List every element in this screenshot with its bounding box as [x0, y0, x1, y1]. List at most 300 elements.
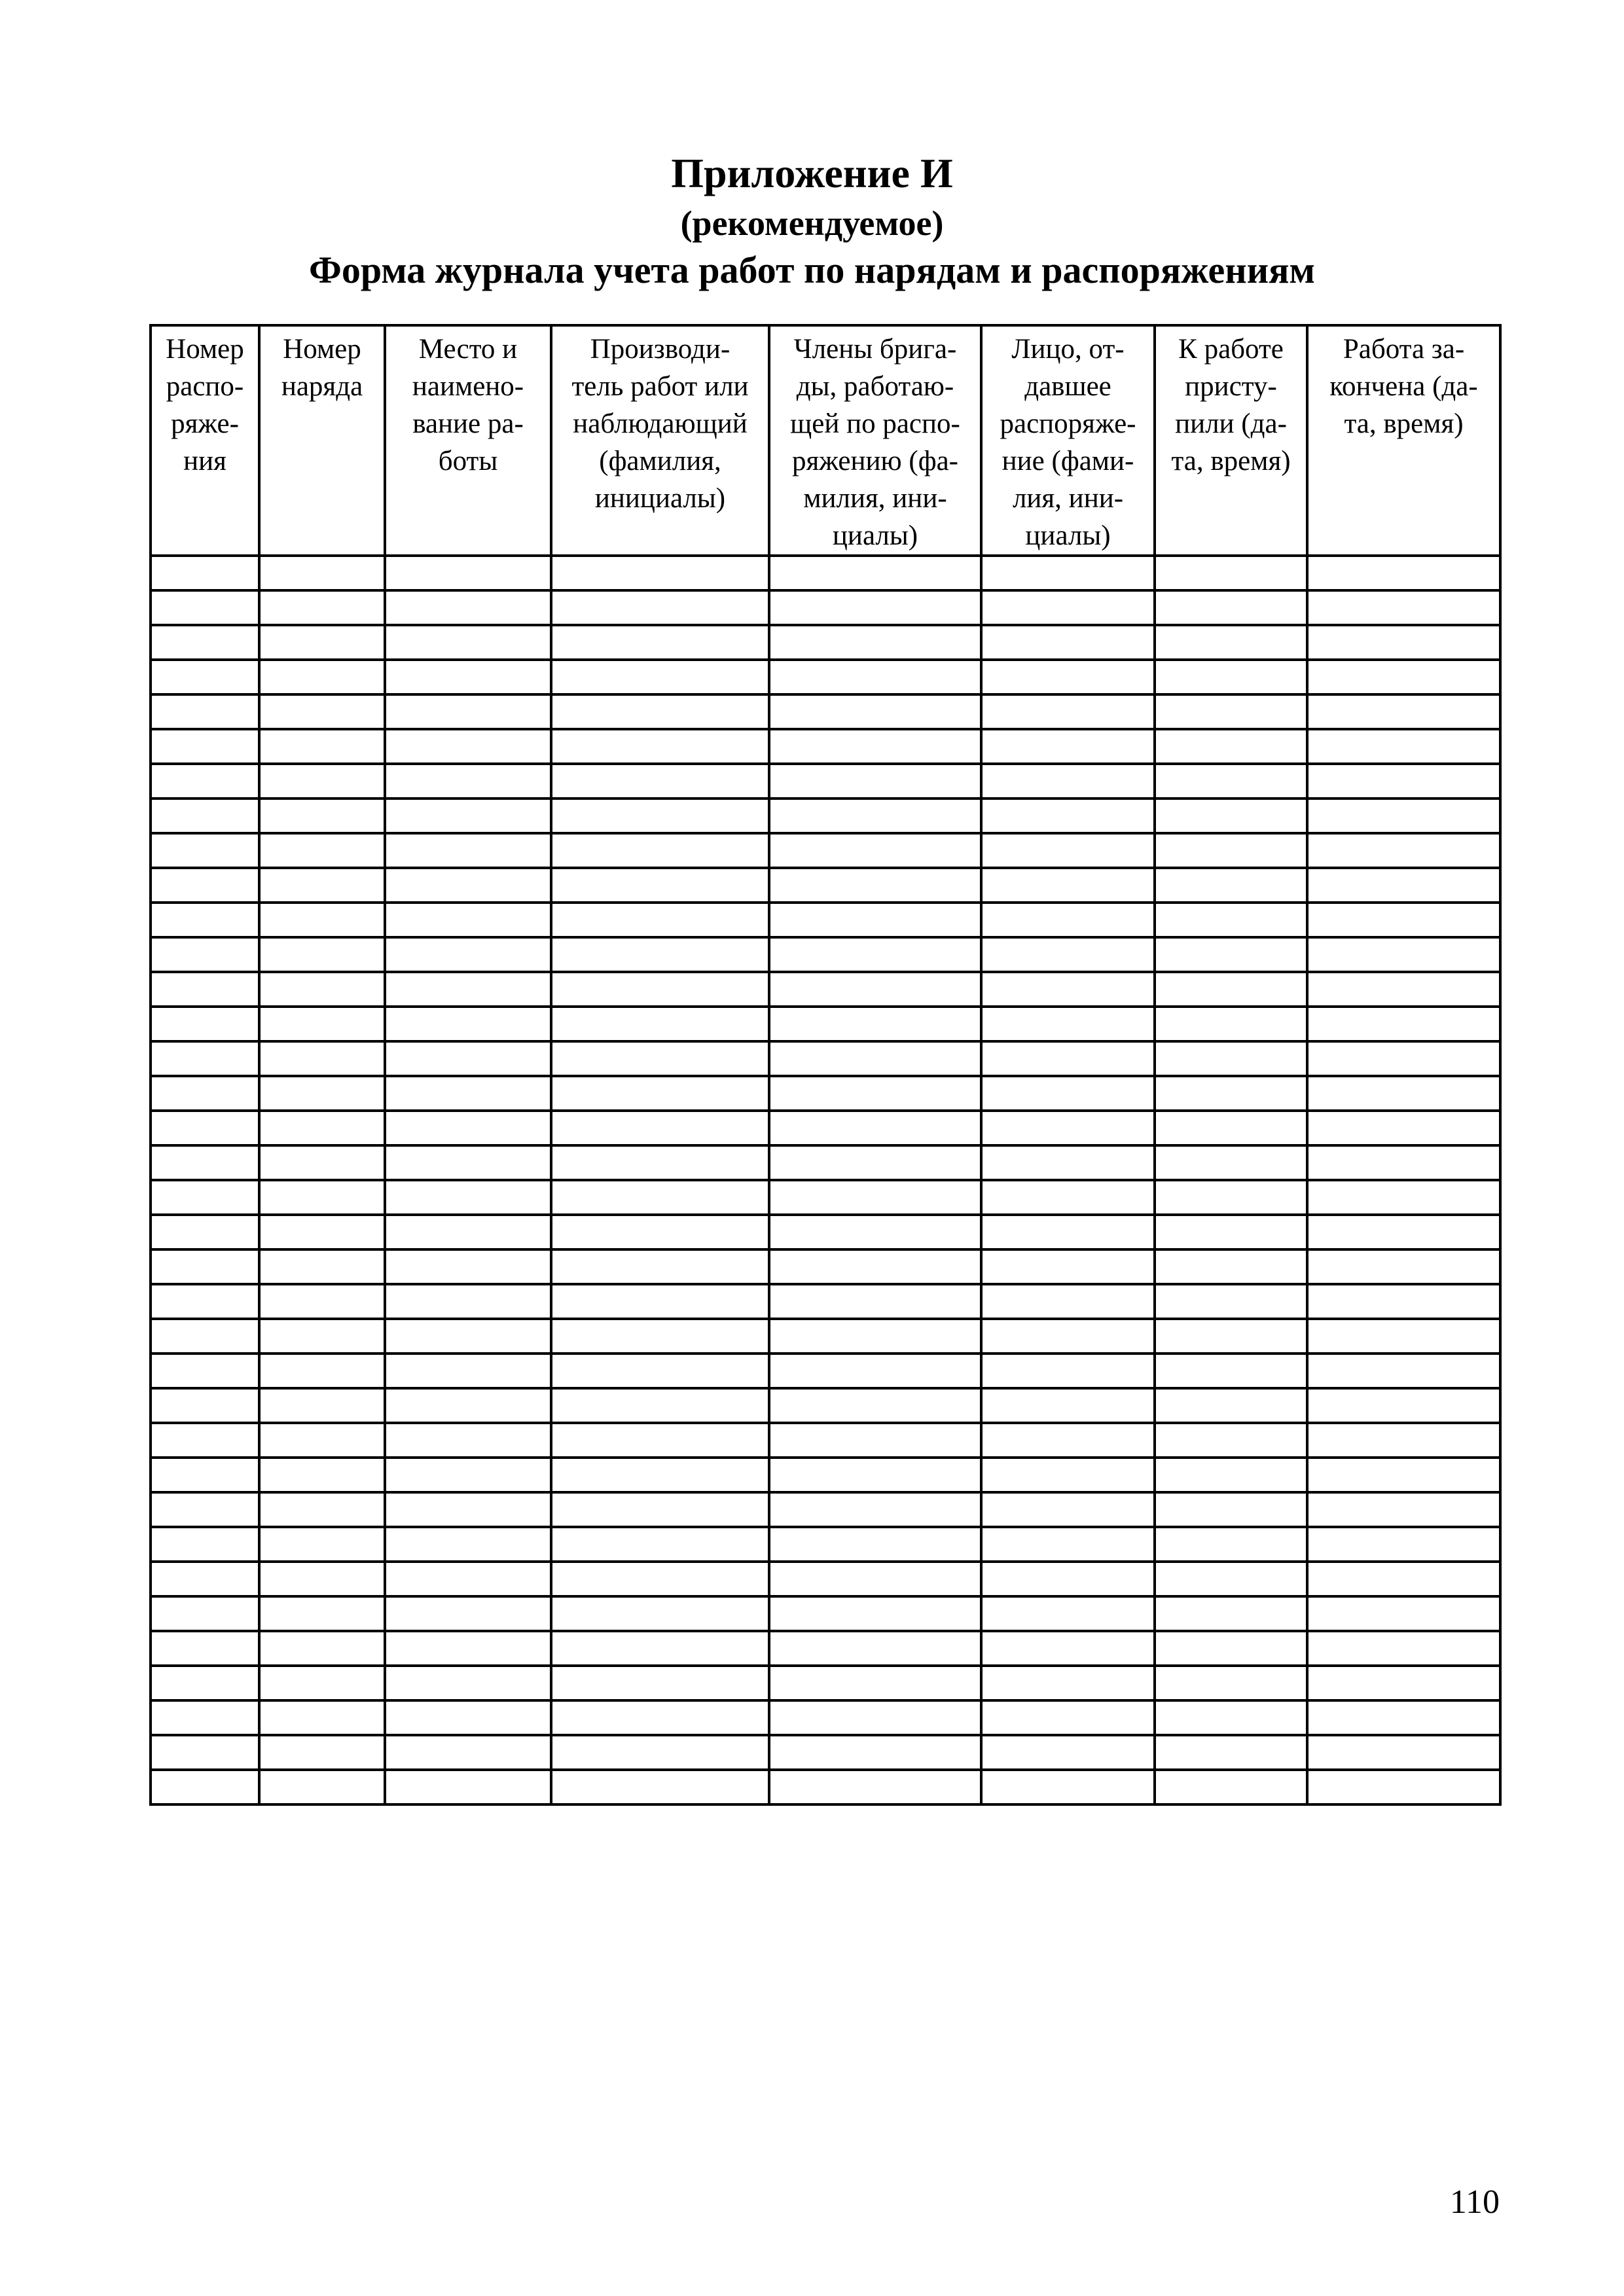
table-row	[151, 590, 1500, 625]
table-cell	[551, 625, 769, 660]
column-header-permit-number: Номер наряда	[259, 325, 385, 556]
table-cell	[385, 1770, 551, 1804]
table-cell	[1155, 1492, 1307, 1527]
table-cell	[385, 1527, 551, 1562]
table-cell	[1155, 1631, 1307, 1666]
table-row	[151, 764, 1500, 798]
table-cell	[1155, 1215, 1307, 1249]
table-cell	[769, 1354, 981, 1388]
table-cell	[151, 1215, 259, 1249]
table-cell	[769, 625, 981, 660]
table-cell	[769, 1041, 981, 1076]
table-cell	[151, 1354, 259, 1388]
table-cell	[1307, 556, 1500, 590]
table-cell	[981, 694, 1155, 729]
table-cell	[1307, 1076, 1500, 1111]
table-cell	[1307, 625, 1500, 660]
table-cell	[385, 937, 551, 972]
table-cell	[151, 1596, 259, 1631]
table-cell	[259, 729, 385, 764]
table-row	[151, 625, 1500, 660]
table-cell	[151, 1492, 259, 1527]
table-row	[151, 1215, 1500, 1249]
table-cell	[1155, 798, 1307, 833]
table-cell	[259, 1527, 385, 1562]
column-header-work-supervisor: Производи- тель работ или наблюдающий (фамилия, инициалы)	[551, 325, 769, 556]
table-cell	[151, 1388, 259, 1423]
table-cell	[551, 1458, 769, 1492]
table-cell	[151, 1735, 259, 1770]
table-cell	[259, 1770, 385, 1804]
table-cell	[151, 660, 259, 694]
table-cell	[151, 1458, 259, 1492]
table-cell	[981, 1562, 1155, 1596]
table-cell	[151, 1180, 259, 1215]
table-cell	[1155, 903, 1307, 937]
table-cell	[385, 1596, 551, 1631]
table-cell	[769, 1007, 981, 1041]
table-cell	[769, 868, 981, 903]
table-cell	[1155, 1527, 1307, 1562]
table-cell	[981, 1492, 1155, 1527]
table-cell	[551, 1215, 769, 1249]
table-cell	[769, 1284, 981, 1319]
table-cell	[551, 1249, 769, 1284]
table-cell	[1155, 694, 1307, 729]
table-cell	[981, 625, 1155, 660]
table-row	[151, 1249, 1500, 1284]
table-row	[151, 1007, 1500, 1041]
table-cell	[981, 798, 1155, 833]
table-cell	[385, 1735, 551, 1770]
table-cell	[1307, 694, 1500, 729]
table-cell	[981, 729, 1155, 764]
table-cell	[551, 1631, 769, 1666]
table-cell	[151, 1562, 259, 1596]
table-cell	[551, 1562, 769, 1596]
table-cell	[151, 798, 259, 833]
table-cell	[1155, 660, 1307, 694]
table-cell	[385, 1562, 551, 1596]
table-cell	[1155, 1562, 1307, 1596]
table-row	[151, 1666, 1500, 1700]
table-cell	[769, 1180, 981, 1215]
appendix-title: Приложение И	[671, 150, 953, 196]
table-cell	[151, 1666, 259, 1700]
table-cell	[151, 1041, 259, 1076]
table-cell	[259, 972, 385, 1007]
table-cell	[1307, 1423, 1500, 1458]
table-cell	[259, 1492, 385, 1527]
table-cell	[551, 1492, 769, 1527]
table-cell	[1307, 1388, 1500, 1423]
table-row	[151, 694, 1500, 729]
table-cell	[1155, 1041, 1307, 1076]
table-cell	[1307, 1562, 1500, 1596]
table-cell	[259, 1596, 385, 1631]
table-row	[151, 1284, 1500, 1319]
table-row	[151, 1700, 1500, 1735]
table-cell	[551, 1319, 769, 1354]
table-cell	[1155, 764, 1307, 798]
table-cell	[385, 694, 551, 729]
table-cell	[151, 590, 259, 625]
table-row	[151, 1180, 1500, 1215]
table-cell	[259, 590, 385, 625]
table-cell	[151, 1770, 259, 1804]
table-cell	[1155, 625, 1307, 660]
table-cell	[385, 1666, 551, 1700]
table-cell	[385, 1388, 551, 1423]
table-cell	[385, 1180, 551, 1215]
table-cell	[1155, 1423, 1307, 1458]
table-cell	[385, 556, 551, 590]
table-row	[151, 1527, 1500, 1562]
table-cell	[1307, 764, 1500, 798]
table-cell	[551, 1596, 769, 1631]
table-cell	[385, 1354, 551, 1388]
table-row	[151, 1770, 1500, 1804]
table-cell	[259, 1145, 385, 1180]
table-row	[151, 868, 1500, 903]
table-cell	[1307, 937, 1500, 972]
table-cell	[1307, 1770, 1500, 1804]
table-cell	[981, 1735, 1155, 1770]
table-row	[151, 798, 1500, 833]
table-cell	[385, 833, 551, 868]
table-cell	[981, 1458, 1155, 1492]
table-cell	[151, 764, 259, 798]
table-cell	[981, 903, 1155, 937]
table-cell	[1307, 1111, 1500, 1145]
table-cell	[259, 1249, 385, 1284]
table-cell	[151, 1076, 259, 1111]
table-cell	[1307, 1596, 1500, 1631]
table-cell	[259, 1631, 385, 1666]
table-cell	[551, 868, 769, 903]
table-cell	[981, 660, 1155, 694]
table-cell	[981, 1770, 1155, 1804]
table-cell	[981, 1249, 1155, 1284]
table-cell	[981, 1007, 1155, 1041]
table-cell	[259, 868, 385, 903]
table-cell	[769, 1215, 981, 1249]
table-cell	[259, 1458, 385, 1492]
table-cell	[551, 1284, 769, 1319]
table-cell	[981, 556, 1155, 590]
table-cell	[769, 694, 981, 729]
table-row	[151, 1354, 1500, 1388]
table-cell	[981, 1180, 1155, 1215]
table-cell	[1307, 729, 1500, 764]
table-cell	[1307, 1180, 1500, 1215]
table-cell	[769, 1458, 981, 1492]
column-header-order-number: Номер распо- ряже- ния	[151, 325, 259, 556]
table-cell	[769, 798, 981, 833]
table-cell	[1155, 1111, 1307, 1145]
table-cell	[769, 1388, 981, 1423]
table-cell	[151, 1145, 259, 1180]
table-cell	[1155, 1319, 1307, 1354]
table-cell	[769, 1562, 981, 1596]
table-cell	[1307, 1215, 1500, 1249]
table-cell	[259, 1562, 385, 1596]
table-cell	[551, 833, 769, 868]
table-cell	[1307, 1145, 1500, 1180]
table-cell	[1307, 903, 1500, 937]
table-cell	[385, 590, 551, 625]
table-cell	[259, 1111, 385, 1145]
table-cell	[151, 972, 259, 1007]
table-cell	[981, 1041, 1155, 1076]
table-cell	[551, 798, 769, 833]
table-cell	[385, 1007, 551, 1041]
table-cell	[981, 1145, 1155, 1180]
table-cell	[151, 1423, 259, 1458]
table-cell	[1155, 1076, 1307, 1111]
table-cell	[551, 1180, 769, 1215]
table-cell	[551, 972, 769, 1007]
table-cell	[981, 590, 1155, 625]
table-cell	[151, 729, 259, 764]
table-cell	[769, 1319, 981, 1354]
table-cell	[769, 1770, 981, 1804]
table-cell	[259, 1007, 385, 1041]
table-cell	[1155, 1249, 1307, 1284]
table-cell	[1155, 729, 1307, 764]
table-cell	[1307, 1735, 1500, 1770]
table-cell	[551, 1145, 769, 1180]
table-cell	[551, 1770, 769, 1804]
table-row	[151, 1596, 1500, 1631]
table-cell	[385, 1631, 551, 1666]
table-cell	[1307, 1041, 1500, 1076]
table-cell	[259, 833, 385, 868]
table-cell	[981, 833, 1155, 868]
table-cell	[1155, 556, 1307, 590]
table-cell	[551, 729, 769, 764]
table-row	[151, 1388, 1500, 1423]
table-cell	[151, 903, 259, 937]
table-row	[151, 1076, 1500, 1111]
table-cell	[385, 1319, 551, 1354]
table-cell	[551, 1388, 769, 1423]
table-cell	[769, 556, 981, 590]
table-cell	[981, 937, 1155, 972]
table-row	[151, 729, 1500, 764]
table-cell	[259, 1215, 385, 1249]
table-row	[151, 833, 1500, 868]
table-cell	[981, 764, 1155, 798]
table-row	[151, 1458, 1500, 1492]
page-number: 110	[1449, 2183, 1500, 2221]
table-cell	[259, 1354, 385, 1388]
table-cell	[385, 1076, 551, 1111]
table-cell	[1307, 660, 1500, 694]
table-row	[151, 1111, 1500, 1145]
table-row	[151, 1631, 1500, 1666]
table-cell	[551, 1041, 769, 1076]
table-cell	[981, 1666, 1155, 1700]
table-cell	[769, 903, 981, 937]
table-cell	[551, 1735, 769, 1770]
table-cell	[769, 1492, 981, 1527]
table-cell	[385, 868, 551, 903]
table-cell	[1307, 833, 1500, 868]
table-cell	[1307, 1284, 1500, 1319]
table-cell	[1307, 1319, 1500, 1354]
table-cell	[259, 1319, 385, 1354]
table-cell	[1307, 1249, 1500, 1284]
table-cell	[981, 1215, 1155, 1249]
table-cell	[385, 1458, 551, 1492]
table-row	[151, 1562, 1500, 1596]
table-cell	[1155, 1180, 1307, 1215]
table-cell	[769, 590, 981, 625]
table-cell	[259, 1284, 385, 1319]
table-cell	[551, 903, 769, 937]
table-cell	[981, 1284, 1155, 1319]
table-row	[151, 1041, 1500, 1076]
table-cell	[151, 937, 259, 972]
table-cell	[259, 694, 385, 729]
table-cell	[1155, 1145, 1307, 1180]
table-cell	[1155, 1666, 1307, 1700]
table-cell	[551, 1354, 769, 1388]
table-cell	[1307, 1527, 1500, 1562]
table-cell	[151, 625, 259, 660]
table-cell	[385, 764, 551, 798]
table-cell	[1155, 868, 1307, 903]
table-cell	[259, 1423, 385, 1458]
table-cell	[981, 1354, 1155, 1388]
table-cell	[151, 1284, 259, 1319]
table-cell	[259, 1666, 385, 1700]
table-cell	[259, 798, 385, 833]
table-cell	[1307, 1631, 1500, 1666]
table-cell	[1155, 1458, 1307, 1492]
table-cell	[769, 1111, 981, 1145]
table-row	[151, 1423, 1500, 1458]
work-log-table	[149, 324, 1502, 1806]
table-cell	[385, 972, 551, 1007]
table-row	[151, 937, 1500, 972]
table-cell	[769, 1249, 981, 1284]
table-cell	[151, 1319, 259, 1354]
table-cell	[769, 1145, 981, 1180]
table-cell	[551, 1111, 769, 1145]
table-row	[151, 1319, 1500, 1354]
table-cell	[1155, 937, 1307, 972]
table-cell	[1307, 1458, 1500, 1492]
table-cell	[385, 1041, 551, 1076]
table-cell	[769, 972, 981, 1007]
table-header-row	[151, 325, 1500, 556]
table-cell	[259, 1041, 385, 1076]
table-cell	[151, 1007, 259, 1041]
table-cell	[1155, 1007, 1307, 1041]
table-cell	[981, 1596, 1155, 1631]
table-cell	[1155, 590, 1307, 625]
table-cell	[151, 833, 259, 868]
table-cell	[769, 1735, 981, 1770]
table-cell	[1155, 1735, 1307, 1770]
table-cell	[769, 660, 981, 694]
table-cell	[1307, 868, 1500, 903]
table-cell	[769, 1527, 981, 1562]
table-cell	[981, 1111, 1155, 1145]
table-cell	[1307, 1007, 1500, 1041]
table-cell	[551, 1076, 769, 1111]
table-cell	[151, 694, 259, 729]
table-cell	[551, 1527, 769, 1562]
table-row	[151, 972, 1500, 1007]
table-cell	[385, 903, 551, 937]
table-cell	[1307, 1354, 1500, 1388]
table-row	[151, 660, 1500, 694]
column-header-work-finished: Работа за- кончена (да- та, время)	[1307, 325, 1500, 556]
table-cell	[769, 1631, 981, 1666]
table-cell	[385, 1284, 551, 1319]
table-cell	[981, 1423, 1155, 1458]
table-cell	[769, 1700, 981, 1735]
table-cell	[151, 1631, 259, 1666]
table-cell	[769, 937, 981, 972]
table-cell	[769, 1596, 981, 1631]
table-row	[151, 1492, 1500, 1527]
table-cell	[259, 1735, 385, 1770]
table-cell	[151, 1700, 259, 1735]
column-header-work-started: К работе присту- пили (да- та, время)	[1155, 325, 1307, 556]
table-cell	[385, 1700, 551, 1735]
table-cell	[769, 833, 981, 868]
table-cell	[385, 625, 551, 660]
table-cell	[769, 764, 981, 798]
table-cell	[151, 1249, 259, 1284]
table-cell	[259, 1180, 385, 1215]
table-cell	[981, 1319, 1155, 1354]
table-cell	[1307, 590, 1500, 625]
table-cell	[151, 556, 259, 590]
table-cell	[1155, 972, 1307, 1007]
table-cell	[981, 1527, 1155, 1562]
table-cell	[259, 556, 385, 590]
table-cell	[769, 1423, 981, 1458]
table-cell	[981, 1388, 1155, 1423]
table-cell	[259, 903, 385, 937]
table-cell	[1155, 1770, 1307, 1804]
table-cell	[1155, 1284, 1307, 1319]
table-cell	[151, 868, 259, 903]
table-cell	[259, 937, 385, 972]
table-cell	[981, 1631, 1155, 1666]
table-cell	[385, 660, 551, 694]
table-cell	[551, 660, 769, 694]
table-cell	[769, 1076, 981, 1111]
table-cell	[259, 764, 385, 798]
column-header-crew-members: Члены брига- ды, работаю- щей по распо- ряжению (фа- милия, ини- циалы)	[769, 325, 981, 556]
table-cell	[259, 1700, 385, 1735]
table-cell	[385, 1492, 551, 1527]
table-row	[151, 556, 1500, 590]
table-cell	[385, 729, 551, 764]
table-cell	[151, 1527, 259, 1562]
table-cell	[385, 1423, 551, 1458]
table-cell	[385, 1111, 551, 1145]
table-row	[151, 903, 1500, 937]
table-cell	[1155, 1388, 1307, 1423]
table-cell	[551, 1666, 769, 1700]
